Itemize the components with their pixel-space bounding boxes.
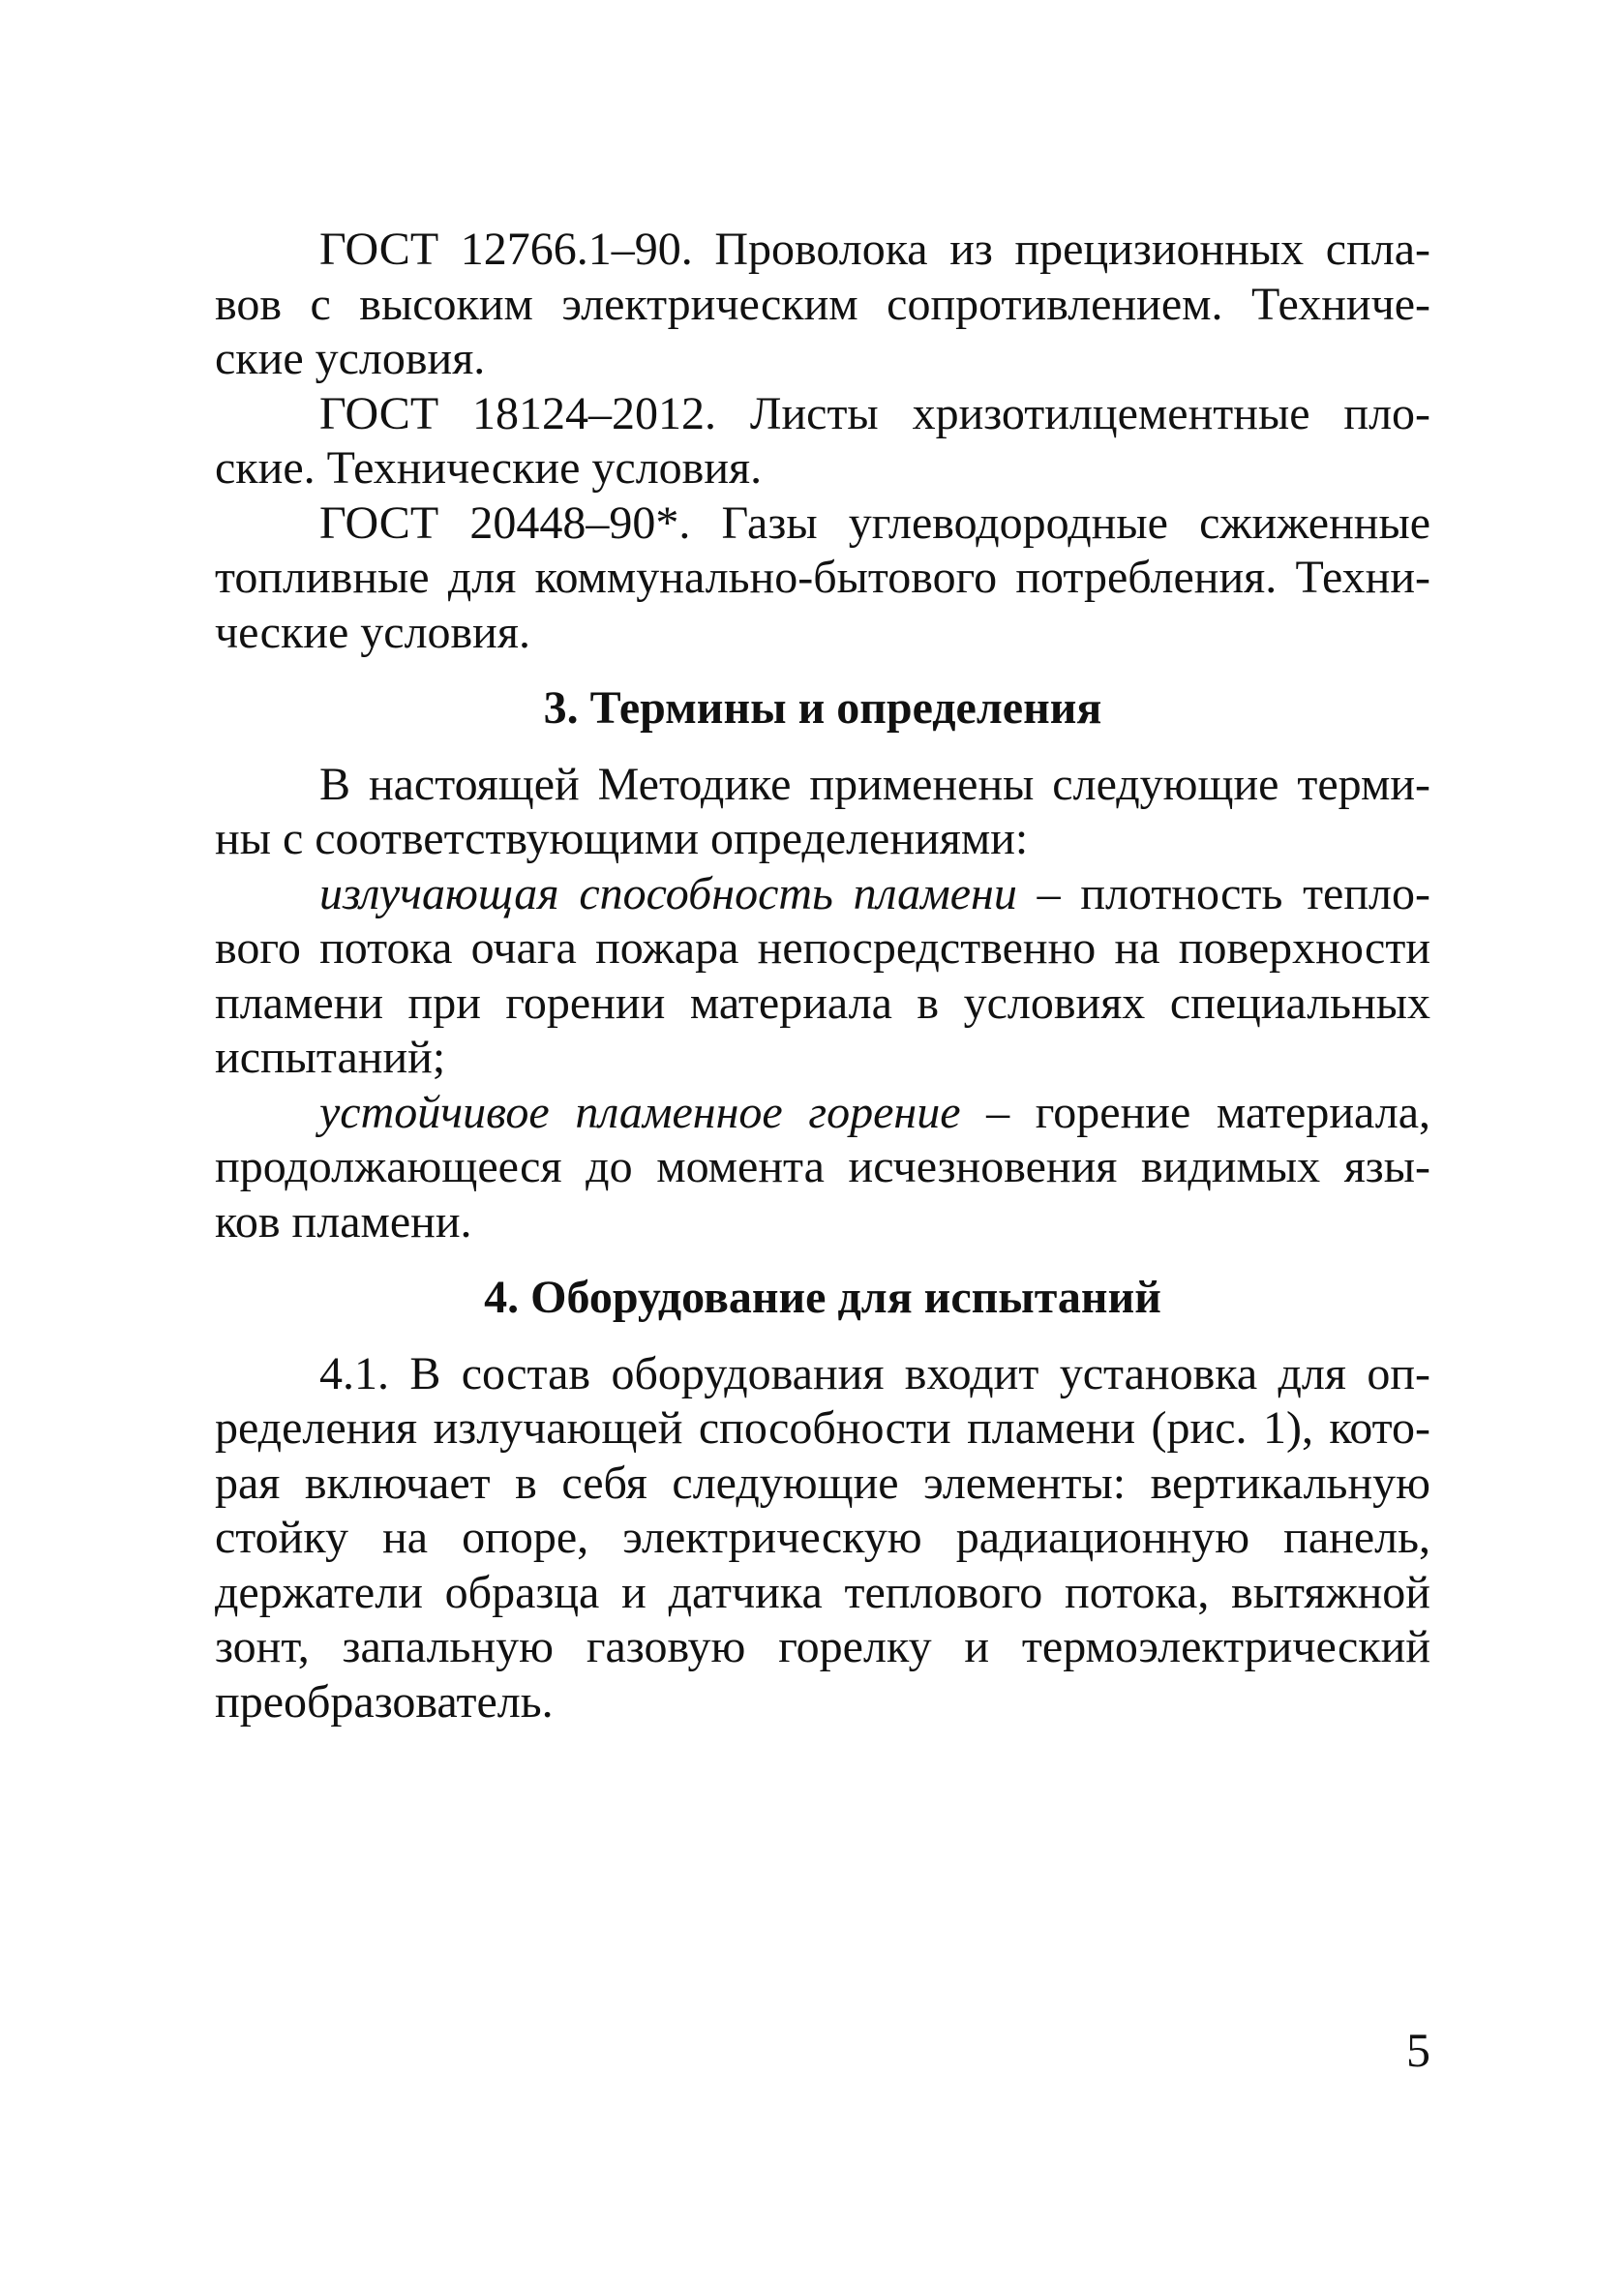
document-page bbox=[215, 223, 1430, 1729]
section-4-line-3: рая включает в себя следующие элементы: вертикальную bbox=[215, 1457, 1430, 1509]
section-3-intro bbox=[215, 758, 1430, 867]
section-4-heading: 4. Оборудование для испытаний bbox=[484, 1272, 1161, 1323]
gost-ref-2-line-2: ские. Технические условия. bbox=[215, 442, 763, 494]
term-2-line-1 bbox=[215, 1086, 1430, 1141]
term-1-line-3: пламени при горении материала в условиях специальных bbox=[215, 977, 1430, 1029]
term-2-name: устойчивое пламенное горение bbox=[319, 1086, 961, 1138]
section-3-intro-line-1: В настоящей Методике применены следующие терми- bbox=[319, 758, 1430, 810]
gost-ref-1-line-2: вов с высоким электрическим сопротивлением. Техниче- bbox=[215, 278, 1430, 330]
gost-ref-2-line-1: ГОСТ 18124–2012. Листы хризотилцементные пло- bbox=[319, 387, 1430, 439]
term-definition-2 bbox=[215, 1086, 1430, 1250]
section-4-line-6: зонт, запальную газовую горелку и термоэлектрический bbox=[215, 1621, 1430, 1672]
gost-ref-3-line-1: ГОСТ 20448–90*. Газы углеводородные сжиженные bbox=[319, 496, 1430, 549]
term-1-line-2: вого потока очага пожара непосредственно на поверхности bbox=[215, 922, 1430, 974]
gost-reference-3 bbox=[215, 496, 1430, 661]
term-1-line-1 bbox=[215, 867, 1430, 922]
term-2-definition-start: – горение материала, bbox=[960, 1086, 1430, 1138]
term-2-line-2: продолжающееся до момента исчезновения видимых язы- bbox=[215, 1141, 1430, 1192]
term-1-name: излучающая способность пламени bbox=[319, 867, 1017, 919]
gost-ref-3-line-2: топливные для коммунально-бытового потребления. Техни- bbox=[215, 552, 1430, 603]
term-1-line-4: испытаний; bbox=[215, 1032, 446, 1083]
section-4-line-5: держатели образца и датчика теплового потока, вытяжной bbox=[215, 1566, 1430, 1618]
term-2-line-3: ков пламени. bbox=[215, 1195, 472, 1248]
section-4-paragraph bbox=[215, 1347, 1430, 1730]
page-number: 5 bbox=[1406, 2023, 1430, 2077]
section-3-intro-line-2: ны с соответствующими определениями: bbox=[215, 813, 1029, 864]
term-1-definition-start: – плотность тепло- bbox=[1016, 867, 1430, 919]
section-4-line-4: стойку на опоре, электрическую радиационную панель, bbox=[215, 1512, 1430, 1563]
section-4-line-1: 4.1. В состав оборудования входит установка для оп- bbox=[319, 1347, 1430, 1399]
section-4-line-7: преобразователь. bbox=[215, 1675, 554, 1728]
section-4-line-2: ределения излучающей способности пламени (рис. 1), кото- bbox=[215, 1402, 1430, 1454]
section-3-heading: 3. Термины и определения bbox=[543, 682, 1102, 734]
gost-ref-1-line-1: ГОСТ 12766.1–90. Проволока из прецизионных спла- bbox=[319, 224, 1430, 275]
gost-reference-2 bbox=[215, 387, 1430, 496]
gost-ref-1-line-3: ские условия. bbox=[215, 333, 486, 384]
gost-ref-3-line-3: ческие условия. bbox=[215, 606, 530, 658]
gost-reference-1 bbox=[215, 223, 1430, 387]
term-definition-1 bbox=[215, 867, 1430, 1086]
